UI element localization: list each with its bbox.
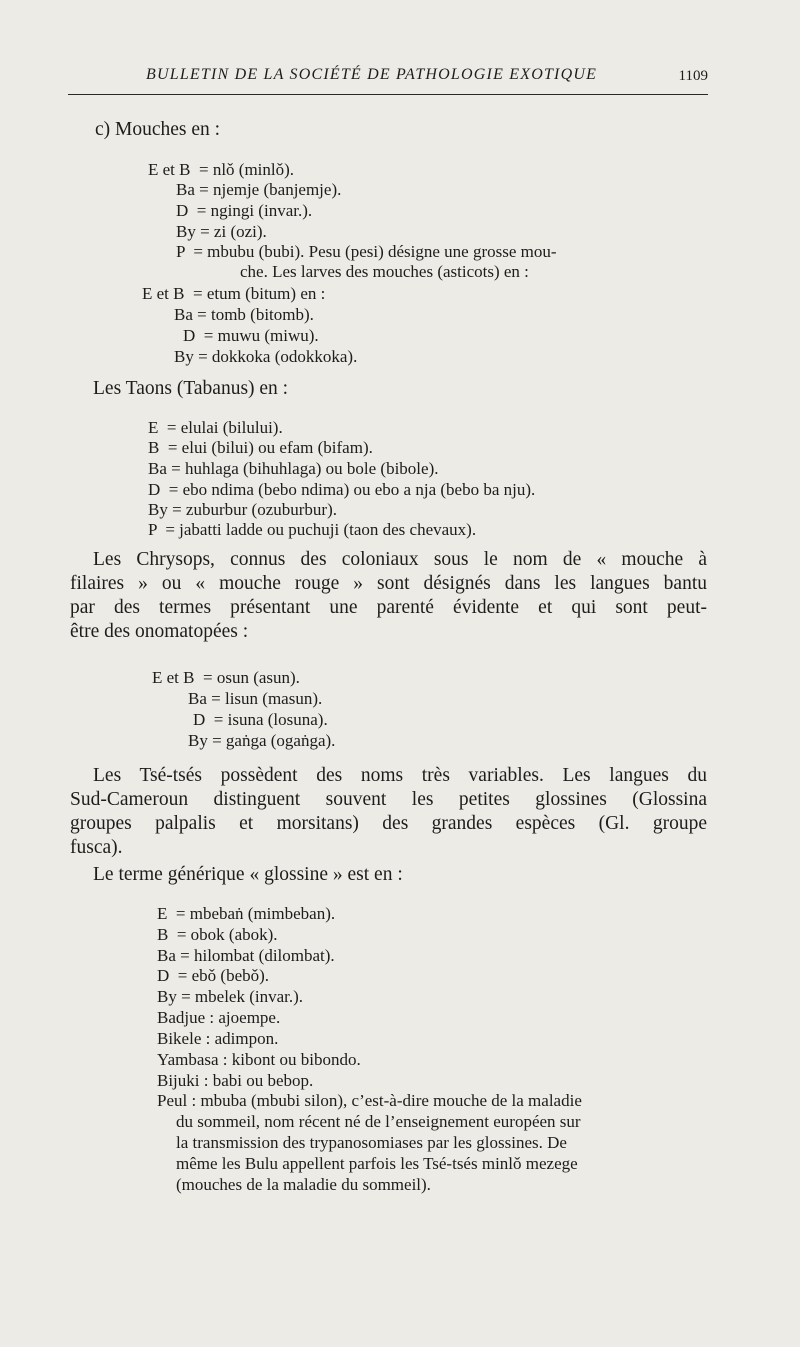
chrysops-paragraph-line: par des termes présentant une parenté évidente et qui sont peut- <box>70 597 707 618</box>
tsetse-line: même les Bulu appellent parfois les Tsé-tsés minlǒ mezege <box>176 1154 578 1173</box>
tsetse-line: du sommeil, nom récent né de l’enseignement européen sur <box>176 1112 581 1131</box>
mouches-line: By = dokkoka (odokkoka). <box>174 347 358 366</box>
tsetse-paragraph-line: Les Tsé-tsés possèdent des noms très variables. Les langues du <box>93 765 707 786</box>
taons-line: B = elui (bilui) ou efam (bifam). <box>148 438 373 457</box>
journal-title: BULLETIN DE LA SOCIÉTÉ DE PATHOLOGIE EXOTIQUE <box>146 66 598 83</box>
taons-line: By = zuburbur (ozuburbur). <box>148 500 337 519</box>
mouches-line: E et B = etum (bitum) en : <box>142 284 326 303</box>
tsetse-paragraph-line: fusca). <box>70 837 123 858</box>
mouches-line: Ba = njemje (banjemje). <box>176 180 342 199</box>
chrysops-line: D = isuna (losuna). <box>193 710 328 729</box>
chrysops-paragraph-line: être des onomatopées : <box>70 621 249 642</box>
section-heading-taons: Les Taons (Tabanus) en : <box>93 378 289 399</box>
mouches-line: D = ngingi (invar.). <box>176 201 313 220</box>
page-number: 1109 <box>678 68 708 84</box>
tsetse-paragraph-line: groupes palpalis et morsitans) des grandes espèces (Gl. groupe <box>70 813 707 834</box>
chrysops-line: By = gaṅga (ogaṅga). <box>188 731 336 750</box>
section-heading-mouches: c) Mouches en : <box>95 119 221 140</box>
chrysops-line: E et B = osun (asun). <box>152 668 300 687</box>
mouches-line: che. Les larves des mouches (asticots) en : <box>240 262 529 281</box>
tsetse-line: Peul : mbuba (mbubi silon), c’est-à-dire mouche de la maladie <box>157 1091 582 1110</box>
tsetse-line: Badjue : ajoempe. <box>157 1008 281 1027</box>
tsetse-line: Bikele : adimpon. <box>157 1029 279 1048</box>
tsetse-line: D = ebǒ (bebǒ). <box>157 966 270 985</box>
tsetse-line: E = mbebaṅ (mimbeban). <box>157 904 336 923</box>
chrysops-paragraph-line: Les Chrysops, connus des coloniaux sous le nom de « mouche à <box>93 549 707 570</box>
taons-line: Ba = huhlaga (bihuhlaga) ou bole (bibole). <box>148 459 439 478</box>
chrysops-paragraph-line: filaires » ou « mouche rouge » sont désignés dans les langues bantu <box>70 573 707 594</box>
tsetse-line: (mouches de la maladie du sommeil). <box>176 1175 431 1194</box>
taons-line: E = elulai (bilului). <box>148 418 283 437</box>
tsetse-line: Yambasa : kibont ou bibondo. <box>157 1050 361 1069</box>
running-header <box>68 62 708 95</box>
mouches-line: Ba = tomb (bitomb). <box>174 305 314 324</box>
taons-line: P = jabatti ladde ou puchuji (taon des chevaux). <box>148 520 477 539</box>
mouches-line: By = zi (ozi). <box>176 222 267 241</box>
tsetse-line: Bijuki : babi ou bebop. <box>157 1071 314 1090</box>
tsetse-line: B = obok (abok). <box>157 925 278 944</box>
tsetse-paragraph-line: Sud-Cameroun distinguent souvent les petites glossines (Glossina <box>70 789 707 810</box>
mouches-line: P = mbubu (bubi). Pesu (pesi) désigne une grosse mou- <box>176 242 557 261</box>
mouches-line: D = muwu (miwu). <box>183 326 319 345</box>
tsetse-line: Ba = hilombat (dilombat). <box>157 946 335 965</box>
mouches-line: E et B = nlǒ (minlǒ). <box>148 160 295 179</box>
tsetse-line: la transmission des trypanosomiases par les glossines. De <box>176 1133 567 1152</box>
tsetse-line: By = mbelek (invar.). <box>157 987 304 1006</box>
tsetse-generic-line: Le terme générique « glossine » est en : <box>93 864 403 885</box>
chrysops-line: Ba = lisun (masun). <box>188 689 323 708</box>
taons-line: D = ebo ndima (bebo ndima) ou ebo a nja (bebo ba nju). <box>148 480 536 499</box>
